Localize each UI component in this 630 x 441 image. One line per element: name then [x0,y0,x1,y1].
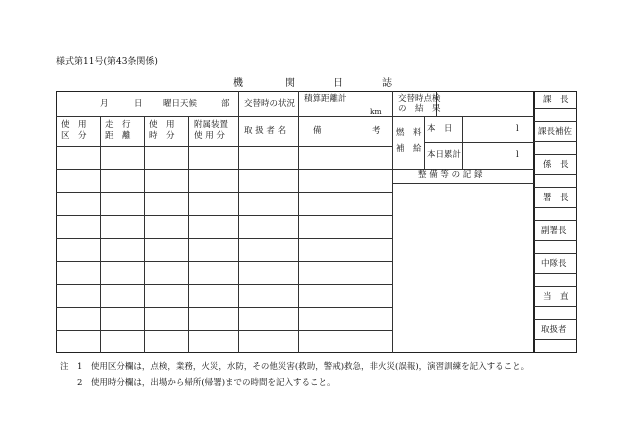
weekday-weather-label: 曜日天候 [163,99,198,109]
approval-label-deputy-section-chief: 課長補佐 [538,127,573,137]
distance-total-header: 積算距離計 [304,94,347,104]
day-label: 日 [134,99,143,109]
fuel-today-unit: l [516,124,519,134]
approval-divider [534,286,577,287]
title-char: 機 [233,78,243,89]
remarks-header: 考 [372,126,381,136]
shift-status-header: 交替時の状況 [244,99,296,109]
approval-label-company-commander: 中隊長 [541,259,567,269]
approval-divider [534,240,577,241]
approval-label-handler: 取扱者 [541,325,567,335]
handler-header: 取 扱 者 名 [244,126,287,136]
division-label: 部 [221,99,230,109]
travel-distance-header: 走 行 [105,120,131,130]
maintenance-header-divider [392,183,534,184]
equipment-use-header: 附属装置 [194,120,229,130]
fuel-label: 燃 料 [396,128,422,138]
title-char: 日 [333,78,343,89]
fuel-label: 補 給 [396,144,422,154]
approval-label-subsection-chief: 係 長 [543,160,569,170]
row-divider [56,146,392,147]
approval-label-duty-officer: 当 直 [543,292,569,302]
inspection-header-line1: 交替時点検 [398,94,441,104]
note-line: 2 使用時分欄は，出場から帰所(帰署)までの時間を記入すること。 [60,378,336,388]
row-divider [56,284,392,285]
approval-divider [534,154,577,155]
month-label: 月 [100,99,109,109]
col-divider [188,116,189,353]
col-divider [100,116,101,353]
col-divider [238,91,239,353]
equipment-use-header: 使 用 分 [194,131,225,141]
row-divider [56,330,392,331]
inspection-header-line2: の 結 果 [398,104,441,114]
approval-divider [534,220,577,221]
distance-unit: km [370,107,382,116]
maintenance-record-header: 整 備 等 の 記 録 [418,170,483,180]
use-class-header: 使 用 [61,120,87,130]
approval-label-deputy-station-chief: 副署長 [541,226,567,236]
approval-divider [534,319,577,320]
row-divider [56,238,392,239]
fuel-today-label: 本 日 [427,124,453,134]
col-divider [144,116,145,353]
row-divider [56,307,392,308]
row-divider [56,215,392,216]
approval-divider [534,121,577,122]
title-char: 誌 [382,78,392,89]
approval-label-section-chief: 課 長 [543,95,569,105]
title-char: 関 [285,78,295,89]
use-class-header: 区 分 [61,131,87,141]
approval-divider [534,253,577,254]
row-divider [56,261,392,262]
use-time-header: 使 用 [149,120,175,130]
approval-divider [534,141,577,142]
fuel-cumulative-unit: l [516,150,519,160]
row-divider [56,192,392,193]
fuel-cumulative-label: 本日累計 [427,150,462,160]
approval-divider [534,108,577,109]
approval-divider [534,174,577,175]
approval-label-station-chief: 署 長 [543,193,569,203]
fuel-divider [424,142,534,143]
note-line: 注 1 使用区分欄は，点検，業務，火災，水防，その他災害(救助，警戒)救急，非火災(誤報)，演習訓練を記入すること。 [60,362,530,372]
use-time-header: 時 分 [149,131,175,141]
approval-divider [534,273,577,274]
approval-divider [534,339,577,340]
approval-divider [534,207,577,208]
approval-divider [534,306,577,307]
approval-divider [534,187,577,188]
remarks-header: 備 [313,126,322,136]
travel-distance-header: 距 離 [105,131,131,141]
col-divider [298,91,299,353]
col-divider [392,91,393,353]
form-label: 様式第11号(第43条関係) [56,57,158,67]
